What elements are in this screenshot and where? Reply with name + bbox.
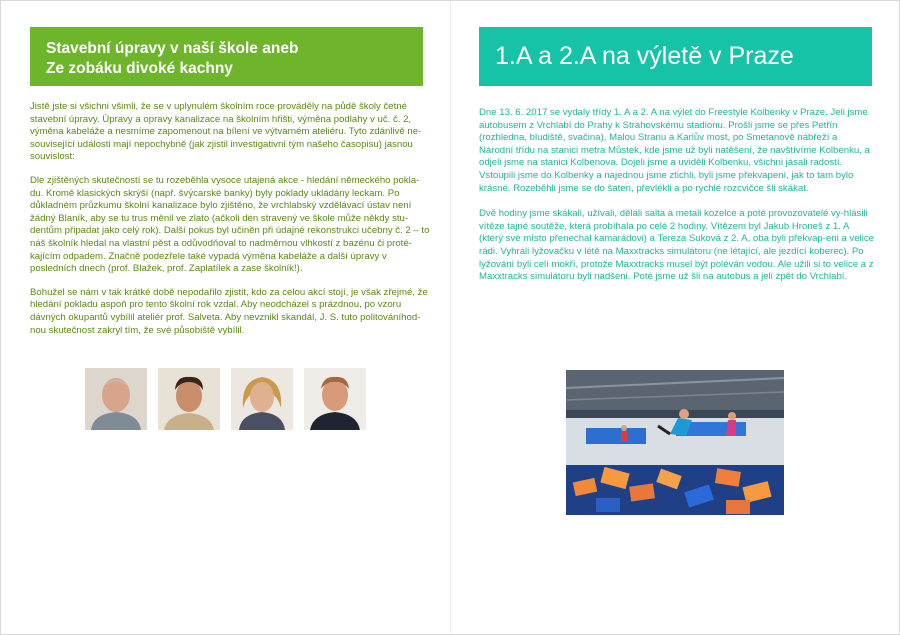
left-article-title: [30, 27, 423, 86]
right-paragraph: Dne 13. 6. 2017 se vydaly třídy 1. A a 2. A na výlet do Freestyle Kolbenky v Praze. Jeli jsme autobusem z Vrchlabí do Prahy k Strahovskému stadionu. Prošli jsme se přes Petřín (rozhledna, bludiště, svačina), Malou Stranu a Karlův most, po Smetanově nábřeží a Národní třídu na stanici metra Můstek, kde jsme už byli natěšení, že navštívíme Kolbenku, a odjeli jsme na stanici Kolbenova. Dojeli jsme a uviděli Kolbenku, všichni jásali radostí. Vstoupili jsme do Kolbenky a najednou jsme ztichli, byli jsme překvapení, jak to tam bylo krásné. Rozeběhli jsme se do šaten, převlékli a po rychlé rozcvičce šli skákat.: [479, 107, 870, 194]
left-paragraph: Jistě jste si všichni všimli, že se v uplynulém školním roce prováděly na půdě školy četné stavební úpravy. Úpravy a opravy kanalizace na školním hřišti, výměna podlahy v uč. č. 2, výměna kabeláže a nesmíme zapomenout na bílení ve výtvarném ateliéru. Tyto zdánlivě ne-související události mají nepochybně (jak zjistil investigativní tým našeho časopisu) jasnou souvislost:: [30, 101, 422, 163]
trampoline-park-photo: [566, 370, 784, 515]
right-article-title: 1.A a 2.A na výletě v Praze: [479, 27, 872, 86]
left-article-body: [30, 101, 430, 348]
left-paragraph: Dle zjištěných skutečností se tu rozeběhla vysoce utajená akce - hledání německého pokla-du. Kromě klasických skrýší (např. švýcarské banky) byly poklady ukládány leckam. Po důkladném průzkumu školní kanalizace bylo zjištěno, že vrchlabský vzdělávací ústav není žádný Blaník, aby se tu trus měnil ve zlato (ačkoli den stravený ve škole může někdy stu-dentům připadat jako celý rok). Další pokus byl učiněn při údajné rekonstrukci učebny č. 2 – to náš školník hledal na vlastní pěst a odůvodňoval to nadměrnou vlhkostí z bazénu či proté-kajícím odpadem. Značně podezřele také vypadá výměna kabeláže a další úpravy v posledních dnech (prof. Blažek, prof. Zaplatílek a zase školník!).: [30, 174, 430, 275]
right-article-body: [479, 107, 874, 297]
page-gutter: [450, 1, 451, 634]
portrait-photo: [231, 368, 293, 430]
teacher-photos: [85, 368, 375, 430]
left-title-line-2: Ze zobáku divoké kachny: [46, 60, 233, 77]
portrait-photo: [304, 368, 366, 430]
left-paragraph: Bohužel se nám v tak krátké době nepodařilo zjistit, kdo za celou akcí stojí, je však zřejmé, že hledání pokladu aspoň pro tento školní rok vzdal. Aby neodcházel s prázdnou, po vzoru dávných okupantů vybílil ateliér prof. Salveta. Aby nevznikl skandál, J. S. tuto politováníhod-nou skutečnost zakryl tím, že své působiště vybílil.: [30, 286, 428, 336]
portrait-photo: [158, 368, 220, 430]
portrait-photo: [85, 368, 147, 430]
left-title-line-1: Stavební úpravy v naší škole aneb: [46, 40, 299, 57]
right-paragraph: Dvě hodiny jsme skákali, užívali, dělali salta a metali kozelce a poté provozovatelé vy-hlásili vítěze tajné soutěže, která probíhala po celé 2 hodiny. Vítězem byl Jakub Hroneš z 1. A (který své místo přenechal kamarádovi) a Tereza Suková z 2. A, oba byli překvap-eni a velice rádi. Vyhráli lyžovačku v létě na Maxxtracks simulátoru (ne létající, ale jezdící koberec). Po lyžování byli celí mokří, protože Maxxtracks musel být poléván vodou. Ale užili si to velice a z Maxxtracks simulátoru byli nadšeni. Poté jsme už šli na autobus a jeli zpět do Vrchlabí.: [479, 208, 874, 283]
